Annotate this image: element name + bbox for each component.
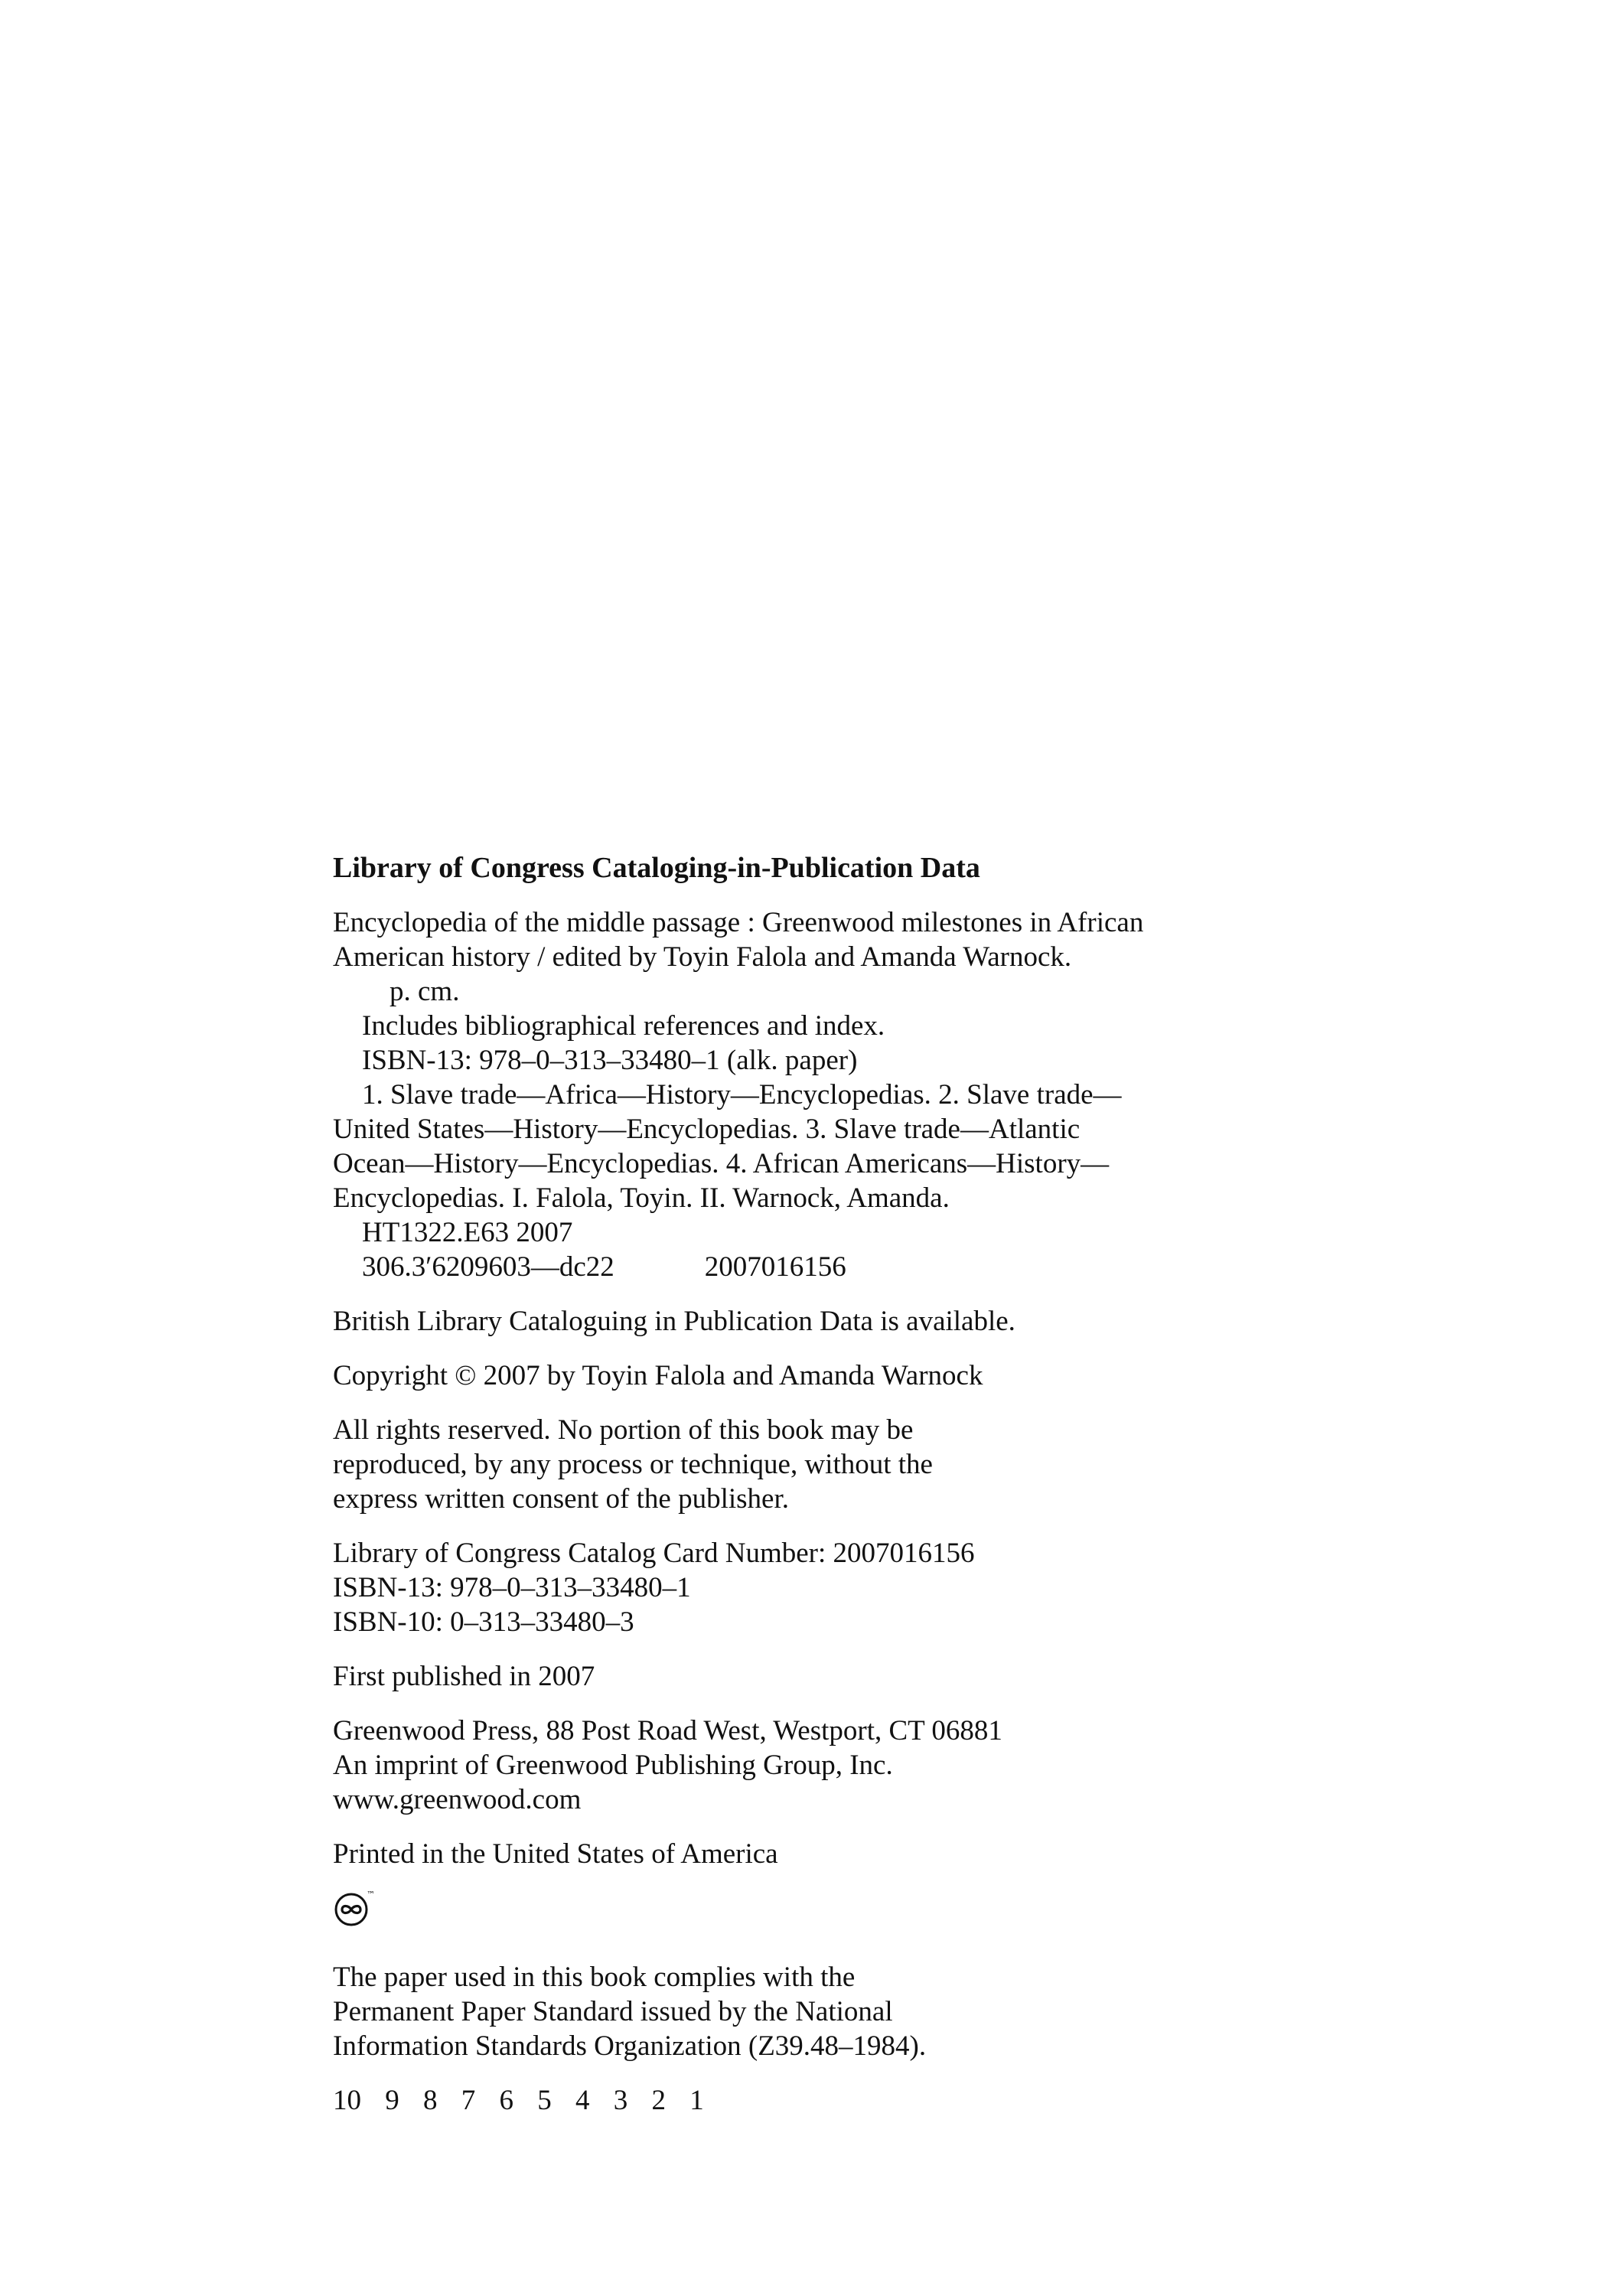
cip-subject-line: 1. Slave trade—Africa—History—Encyclopedias. 2. Slave trade— <box>362 1079 1122 1110</box>
catalog-numbers <box>333 1536 1328 1639</box>
paper-statement <box>333 1960 1328 2063</box>
british-library-note <box>333 1304 1328 1339</box>
cip-subject-line: Ocean—History—Encyclopedias. 4. African Americans—History— <box>333 1148 1110 1179</box>
publisher-url: www.greenwood.com <box>333 1784 582 1815</box>
cip-title-line: Encyclopedia of the middle passage : Greenwood milestones in African <box>333 907 1144 938</box>
paper-line: Information Standards Organization (Z39.48–1984). <box>333 2030 927 2062</box>
catalog-line: ISBN-10: 0–313–33480–3 <box>333 1606 634 1638</box>
cip-lc-call-number: HT1322.E63 2007 <box>362 1217 573 1248</box>
cip-notes: Includes bibliographical references and index. <box>362 1010 885 1042</box>
cip-title-line: American history / edited by Toyin Falola and Amanda Warnock. <box>333 941 1072 973</box>
copyright-notice <box>333 1358 1328 1393</box>
british-library-text: British Library Cataloguing in Publication Data is available. <box>333 1306 1015 1337</box>
cip-subject-line: Encyclopedias. I. Falola, Toyin. II. Warnock, Amanda. <box>333 1182 950 1214</box>
first-published-text: First published in 2007 <box>333 1661 595 1692</box>
catalog-line: Library of Congress Catalog Card Number: 2007016156 <box>333 1538 975 1569</box>
rights-line: reproduced, by any process or technique, without the <box>333 1449 933 1480</box>
cip-pagination: p. cm. <box>390 976 460 1007</box>
cip-isbn: ISBN-13: 978–0–313–33480–1 (alk. paper) <box>362 1045 858 1076</box>
publisher-line: Greenwood Press, 88 Post Road West, Westport, CT 06881 <box>333 1715 1002 1746</box>
copyright-page <box>333 851 1328 2118</box>
rights-line: express written consent of the publisher. <box>333 1483 789 1515</box>
catalog-line: ISBN-13: 978–0–313–33480–1 <box>333 1572 691 1603</box>
cip-dewey-number: 306.3′6209603—dc22 <box>362 1251 614 1283</box>
cip-classification-row <box>333 1250 1328 1284</box>
rights-statement <box>333 1413 1328 1516</box>
cip-subject-line: United States—History—Encyclopedias. 3. Slave trade—Atlantic <box>333 1114 1081 1145</box>
printed-in-text: Printed in the United States of America <box>333 1838 778 1870</box>
publisher-info <box>333 1714 1328 1817</box>
publisher-line: An imprint of Greenwood Publishing Group, Inc. <box>333 1750 893 1781</box>
infinity-permanent-paper-icon <box>333 1887 376 1929</box>
cip-heading: Library of Congress Cataloging-in-Publication Data <box>333 852 980 884</box>
printing-line: 10 9 8 7 6 5 4 3 2 1 <box>333 2085 704 2116</box>
rights-line: All rights reserved. No portion of this book may be <box>333 1414 914 1446</box>
printed-in <box>333 1837 1328 1871</box>
trademark-mark: ™ <box>367 1890 375 1900</box>
first-published <box>333 1659 1328 1694</box>
copyright-text: Copyright © 2007 by Toyin Falola and Amanda Warnock <box>333 1360 983 1391</box>
cip-block <box>333 905 1328 1284</box>
cip-lccn: 2007016156 <box>704 1251 846 1283</box>
paper-line: The paper used in this book complies with the <box>333 1962 856 1993</box>
paper-line: Permanent Paper Standard issued by the National <box>333 1996 893 2027</box>
